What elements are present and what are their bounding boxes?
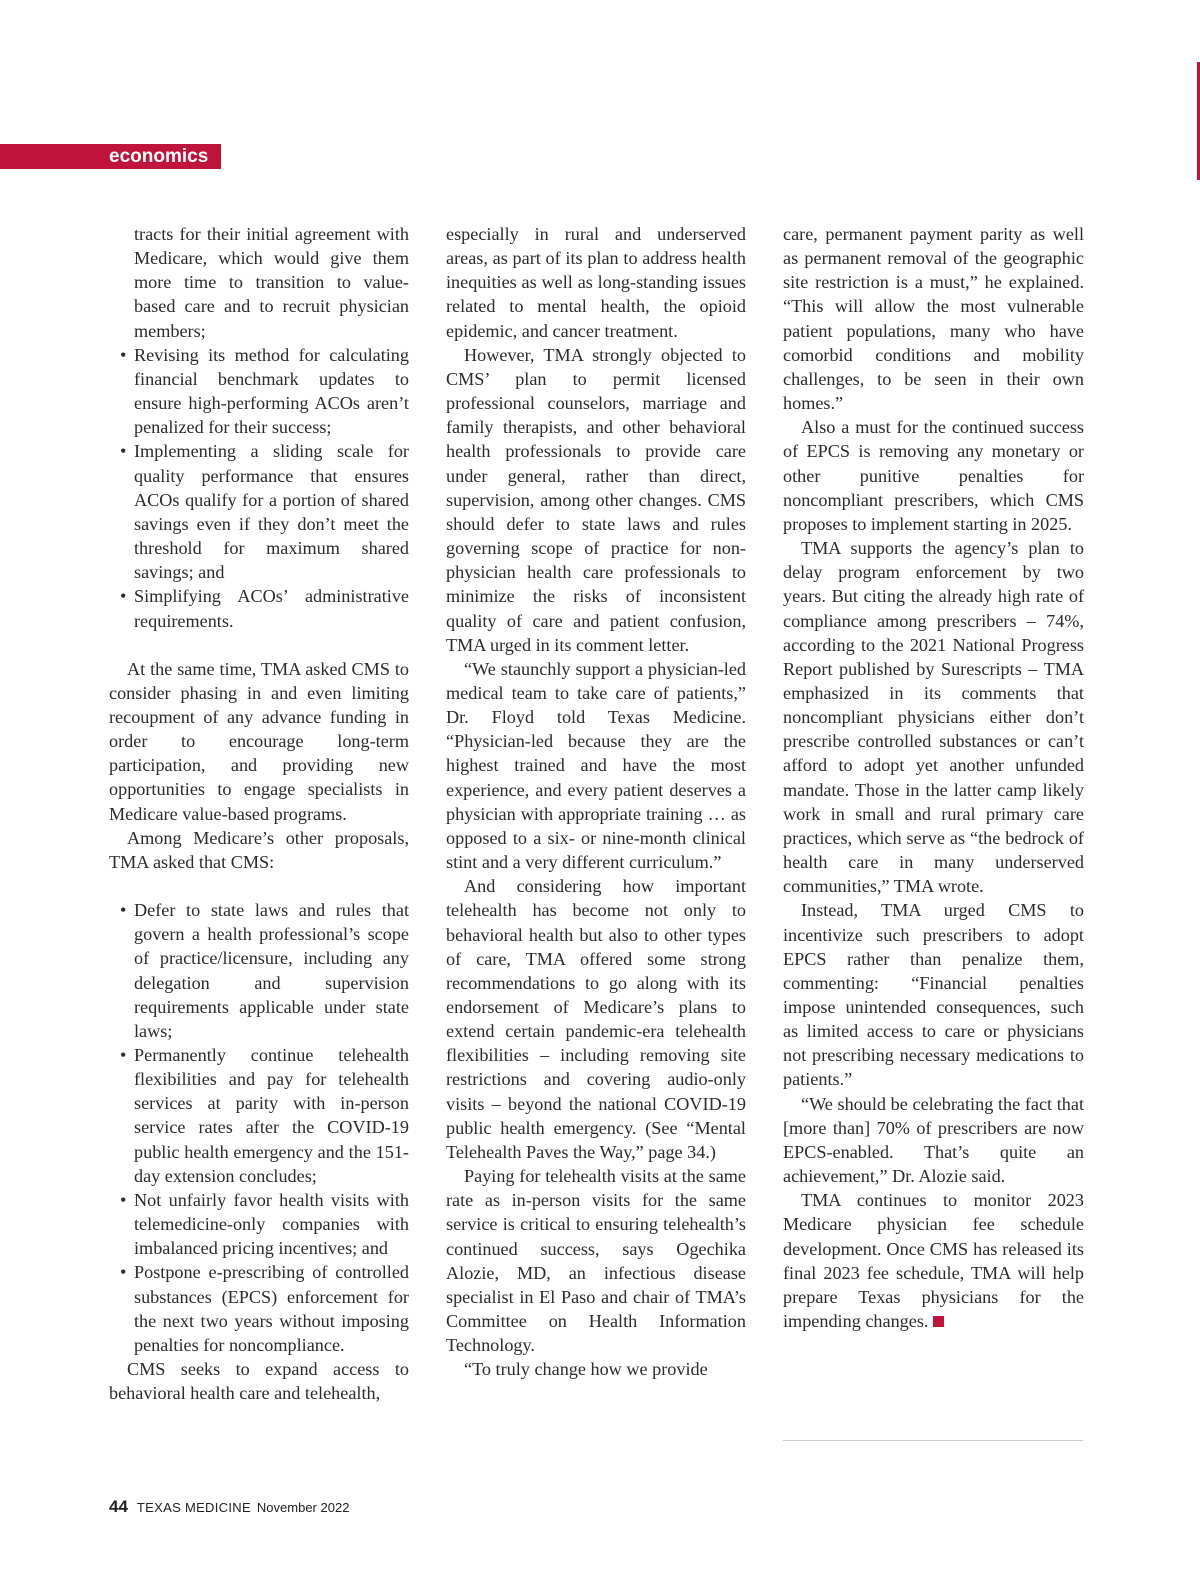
issue-date: November 2022 [256,1500,350,1515]
paragraph: TMA continues to monitor 2023 Medicare physician fee schedule development. Once CMS has released its final 2023 fee schedule, TMA will help prepare Texas physicians for the impending changes. [783,1190,1084,1332]
list-item: • Defer to state laws and rules that govern a health professional’s scope of practice/licensure, including any delegation and supervision requirements applicable under state laws; [134,898,409,1043]
paragraph: “We staunchly support a physician-led medical team to take care of patients,” Dr. Floyd told Texas Medicine. “Physician-led because they are the highest trained and have the most experience, and every patient deserves a physician with appropriate training … as opposed to a six- or nine-month clinical stint and a very different curriculum.” [446,658,746,873]
page-footer [109,1497,349,1517]
bullet-list [109,222,409,633]
paragraph: especially in rural and underserved areas, as part of its plan to address health inequities as well as long-standing issues related to mental health, the opioid epidemic, and cancer treatment. [446,224,746,341]
bullet-list [109,898,409,1357]
paragraph: care, permanent payment parity as well as permanent removal of the geographic site restriction is a must,” he explained. “This will allow the most vulnerable patient populations, many who have comorbid conditions and mobility challenges, to be seen in their own homes.” [783,224,1084,414]
paragraph: “To truly change how we provide [464,1359,708,1380]
paragraph: CMS seeks to expand access to behavioral health care and telehealth, [109,1359,409,1404]
paragraph: “We should be celebrating the fact that [more than] 70% of prescribers are now EPCS-enabled. That’s quite an achievement,” Dr. Alozie said. [783,1093,1084,1187]
publication-name: TEXAS MEDICINE [136,1500,251,1515]
paragraph: TMA supports the agency’s plan to delay program enforcement by two years. But citing the already high rate of compliance among prescribers – 74%, according to the 2021 National Progress Report published by Surescripts – TMA emphasized in its comments that noncompliant physicians either don’t prescribe controlled substances or can’t afford to adopt yet another unfunded mandate. Those in the latter camp likely work in small and rural primary care practices, which serve as “the bedrock of health care in many underserved communities,” TMA wrote. [783,538,1084,897]
paragraph: Instead, TMA urged CMS to incentivize such prescribers to adopt EPCS rather than penalize them, commenting: “Financial penalties impose unintended consequences, such as limited access to care or physicians not prescribing necessary medications to patients.” [783,900,1084,1090]
page-number: 44 [109,1497,128,1516]
article-column-1 [109,222,409,1405]
paragraph: Among Medicare’s other proposals, TMA asked that CMS: [109,827,409,872]
list-item: • Simplifying ACOs’ administrative requirements. [134,584,409,632]
list-item: • Permanently continue telehealth flexibilities and pay for telehealth services at parity with in-person service rates after the COVID-19 public health emergency and the 151-day extension concludes; [134,1043,409,1188]
list-item: • Revising its method for calculating financial benchmark updates to ensure high-performing ACOs aren’t penalized for their success; [134,343,409,440]
list-item: tracts for their initial agreement with Medicare, which would give them more time to transition to value-based care and to recruit physician members; [134,224,409,341]
paragraph: Also a must for the continued success of EPCS is removing any monetary or other punitive penalties for noncompliant prescribers, which CMS proposes to implement starting in 2025. [783,417,1084,534]
paragraph: And considering how important telehealth has become not only to behavioral health but also to other types of care, TMA offered some strong recommendations to go along with its endorsement of Medicare’s plans to extend certain pandemic-era telehealth flexibilities – including removing site restrictions and covering audio-only visits – beyond the national COVID-19 public health emergency. (See “Mental Telehealth Paves the Way,” page 34.) [446,876,746,1162]
list-item: • Postpone e-prescribing of controlled substances (EPCS) enforcement for the next two years without imposing penalties for noncompliance. [134,1260,409,1357]
list-item: • Implementing a sliding scale for quality performance that ensures ACOs qualify for a portion of shared savings even if they don’t meet the threshold for maximum shared savings; and [134,439,409,584]
end-of-article-icon [933,1316,944,1327]
article-column-3 [783,222,1084,1333]
section-label: economics [0,144,221,169]
article-column-2 [446,222,746,1382]
list-item: • Not unfairly favor health visits with telemedicine-only companies with imbalanced pricing incentives; and [134,1188,409,1260]
column-end-rule [783,1440,1083,1441]
paragraph: At the same time, TMA asked CMS to consider phasing in and even limiting recoupment of any advance funding in order to encourage long-term participation, and providing new opportunities to engage specialists in Medicare value-based programs. [109,658,409,824]
paragraph: However, TMA strongly objected to CMS’ plan to permit licensed professional counselors, marriage and family therapists, and other behavioral health professionals to provide care under general, rather than direct, supervision, among other changes. CMS should defer to state laws and rules governing scope of practice for non-physician health care professionals to minimize the risks of inconsistent quality of care and patient confusion, TMA urged in its comment letter. [446,344,746,655]
paragraph: Paying for telehealth visits at the same rate as in-person visits for the same service is critical to ensuring telehealth’s continued success, says Ogechika Alozie, MD, an infectious disease specialist in El Paso and chair of TMA’s Committee on Health Information Technology. [446,1166,746,1356]
